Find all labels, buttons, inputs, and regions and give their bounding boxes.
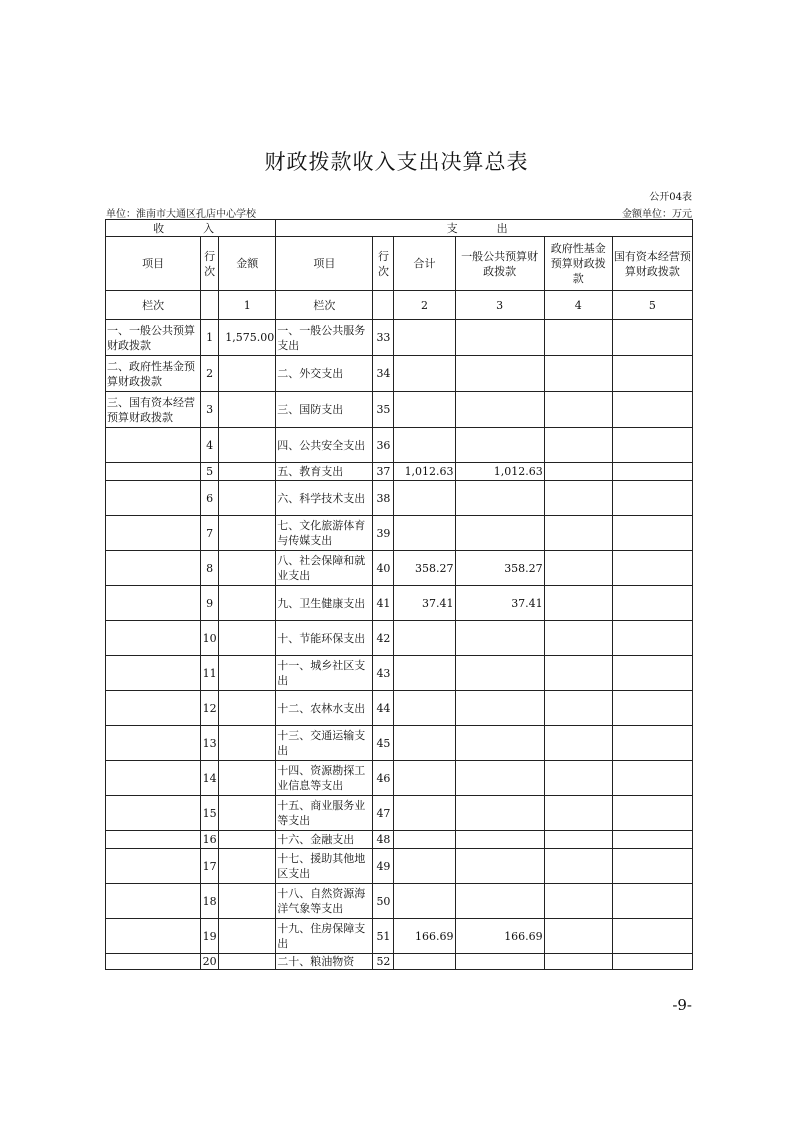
expense-item-cell: 十四、资源勘探工业信息等支出 xyxy=(276,761,373,796)
total-cell xyxy=(394,831,455,849)
general-budget-cell xyxy=(455,621,544,656)
state-capital-cell xyxy=(612,516,692,551)
income-item-cell xyxy=(106,919,201,954)
income-line-cell: 15 xyxy=(201,796,219,831)
general-budget-cell xyxy=(455,392,544,428)
state-capital-cell xyxy=(612,656,692,691)
column-number-row xyxy=(106,291,693,320)
general-budget-cell xyxy=(455,796,544,831)
col-header-line2: 行次 xyxy=(373,237,394,291)
total-cell: 166.69 xyxy=(394,919,455,954)
general-budget-cell: 37.41 xyxy=(455,586,544,621)
table-row xyxy=(106,761,693,796)
total-cell xyxy=(394,726,455,761)
income-item-cell xyxy=(106,954,201,970)
expense-item-cell: 三、国防支出 xyxy=(276,392,373,428)
table-row xyxy=(106,831,693,849)
expense-item-cell: 十、节能环保支出 xyxy=(276,621,373,656)
expense-line-cell: 37 xyxy=(373,463,394,481)
fund-budget-cell xyxy=(544,831,612,849)
col-header-fund: 政府性基金预算财政拨款 xyxy=(544,237,612,291)
state-capital-cell xyxy=(612,691,692,726)
expense-item-cell: 九、卫生健康支出 xyxy=(276,586,373,621)
income-item-cell xyxy=(106,551,201,586)
fund-budget-cell xyxy=(544,356,612,392)
total-cell xyxy=(394,884,455,919)
income-line-cell: 20 xyxy=(201,954,219,970)
income-line-cell: 6 xyxy=(201,481,219,516)
expense-item-cell: 十九、住房保障支出 xyxy=(276,919,373,954)
income-line-cell: 4 xyxy=(201,428,219,463)
table-row xyxy=(106,726,693,761)
total-cell xyxy=(394,621,455,656)
income-amount-cell xyxy=(219,761,276,796)
table-row xyxy=(106,320,693,356)
table-row xyxy=(106,516,693,551)
table-row xyxy=(106,796,693,831)
general-budget-cell xyxy=(455,884,544,919)
total-cell xyxy=(394,849,455,884)
expense-item-cell: 二十、粮油物资 xyxy=(276,954,373,970)
general-budget-cell xyxy=(455,849,544,884)
state-capital-cell xyxy=(612,884,692,919)
total-cell xyxy=(394,320,455,356)
income-amount-cell xyxy=(219,691,276,726)
fund-budget-cell xyxy=(544,796,612,831)
expense-line-cell: 43 xyxy=(373,656,394,691)
income-item-cell xyxy=(106,656,201,691)
total-cell: 37.41 xyxy=(394,586,455,621)
income-item-cell xyxy=(106,586,201,621)
income-line-cell: 7 xyxy=(201,516,219,551)
general-budget-cell: 166.69 xyxy=(455,919,544,954)
income-line-cell: 12 xyxy=(201,691,219,726)
fund-budget-cell xyxy=(544,691,612,726)
income-item-cell xyxy=(106,516,201,551)
expense-item-cell: 六、科学技术支出 xyxy=(276,481,373,516)
income-item-cell xyxy=(106,691,201,726)
table-row xyxy=(106,919,693,954)
fund-budget-cell xyxy=(544,954,612,970)
total-cell: 358.27 xyxy=(394,551,455,586)
state-capital-cell xyxy=(612,586,692,621)
form-number: 公开04表 xyxy=(649,192,692,203)
income-line-cell: 9 xyxy=(201,586,219,621)
fund-budget-cell xyxy=(544,551,612,586)
income-item-cell xyxy=(106,849,201,884)
total-cell xyxy=(394,691,455,726)
income-line-cell: 18 xyxy=(201,884,219,919)
total-cell xyxy=(394,428,455,463)
general-budget-cell xyxy=(455,516,544,551)
state-capital-cell xyxy=(612,726,692,761)
expense-line-cell: 39 xyxy=(373,516,394,551)
income-item-cell xyxy=(106,481,201,516)
total-cell xyxy=(394,796,455,831)
income-item-cell xyxy=(106,884,201,919)
income-amount-cell xyxy=(219,849,276,884)
fund-budget-cell xyxy=(544,481,612,516)
expense-item-cell: 七、文化旅游体育与传媒支出 xyxy=(276,516,373,551)
table-row xyxy=(106,656,693,691)
fund-budget-cell xyxy=(544,320,612,356)
expense-line-cell: 48 xyxy=(373,831,394,849)
income-amount-cell xyxy=(219,428,276,463)
income-amount-cell xyxy=(219,919,276,954)
reporting-unit: 单位：淮南市大通区孔店中心学校 xyxy=(106,209,256,220)
table-row xyxy=(106,954,693,970)
state-capital-cell xyxy=(612,356,692,392)
general-budget-cell xyxy=(455,356,544,392)
income-line-cell: 2 xyxy=(201,356,219,392)
expense-line-cell: 50 xyxy=(373,884,394,919)
total-cell xyxy=(394,516,455,551)
fund-budget-cell xyxy=(544,884,612,919)
expense-item-cell: 十一、城乡社区支出 xyxy=(276,656,373,691)
col-label: 栏次 xyxy=(106,291,201,320)
income-amount-cell xyxy=(219,463,276,481)
expense-line-cell: 40 xyxy=(373,551,394,586)
expense-line-cell: 51 xyxy=(373,919,394,954)
income-item-cell xyxy=(106,796,201,831)
general-budget-cell: 1,012.63 xyxy=(455,463,544,481)
col-number-2: 2 xyxy=(394,291,455,320)
table-row xyxy=(106,551,693,586)
state-capital-cell xyxy=(612,463,692,481)
general-budget-cell xyxy=(455,656,544,691)
expense-line-cell: 42 xyxy=(373,621,394,656)
table-row xyxy=(106,586,693,621)
income-amount-cell xyxy=(219,726,276,761)
expense-item-cell: 十六、金融支出 xyxy=(276,831,373,849)
expense-line-cell: 52 xyxy=(373,954,394,970)
table-row xyxy=(106,691,693,726)
expense-line-cell: 36 xyxy=(373,428,394,463)
income-amount-cell xyxy=(219,796,276,831)
general-budget-cell xyxy=(455,761,544,796)
income-line-cell: 13 xyxy=(201,726,219,761)
income-amount-cell: 1,575.00 xyxy=(219,320,276,356)
income-amount-cell xyxy=(219,621,276,656)
income-line-cell: 17 xyxy=(201,849,219,884)
expense-line-cell: 38 xyxy=(373,481,394,516)
state-capital-cell xyxy=(612,481,692,516)
income-item-cell: 一、一般公共预算财政拨款 xyxy=(106,320,201,356)
income-amount-cell xyxy=(219,656,276,691)
income-item-cell xyxy=(106,621,201,656)
expense-line-cell: 34 xyxy=(373,356,394,392)
budget-table xyxy=(105,219,693,970)
income-line-cell: 11 xyxy=(201,656,219,691)
page-number: -9- xyxy=(672,996,692,1014)
income-item-cell: 三、国有资本经营预算财政拨款 xyxy=(106,392,201,428)
table-row xyxy=(106,849,693,884)
income-amount-cell xyxy=(219,831,276,849)
total-cell: 1,012.63 xyxy=(394,463,455,481)
income-amount-cell xyxy=(219,356,276,392)
total-cell xyxy=(394,392,455,428)
col-blank-2 xyxy=(373,291,394,320)
expense-line-cell: 35 xyxy=(373,392,394,428)
income-line-cell: 14 xyxy=(201,761,219,796)
income-amount-cell xyxy=(219,481,276,516)
col-header-item2: 项目 xyxy=(276,237,373,291)
general-budget-cell xyxy=(455,320,544,356)
fund-budget-cell xyxy=(544,586,612,621)
expense-item-cell: 十三、交通运输支出 xyxy=(276,726,373,761)
expense-item-cell: 四、公共安全支出 xyxy=(276,428,373,463)
state-capital-cell xyxy=(612,621,692,656)
general-budget-cell xyxy=(455,428,544,463)
fund-budget-cell xyxy=(544,761,612,796)
expense-line-cell: 46 xyxy=(373,761,394,796)
income-item-cell xyxy=(106,463,201,481)
fund-budget-cell xyxy=(544,463,612,481)
expense-line-cell: 45 xyxy=(373,726,394,761)
table-row xyxy=(106,621,693,656)
expense-item-cell: 一、一般公共服务支出 xyxy=(276,320,373,356)
expense-line-cell: 33 xyxy=(373,320,394,356)
income-amount-cell xyxy=(219,551,276,586)
income-line-cell: 1 xyxy=(201,320,219,356)
col-number-4: 4 xyxy=(544,291,612,320)
col-header-line: 行次 xyxy=(201,237,219,291)
col-header-total: 合计 xyxy=(394,237,455,291)
income-amount-cell xyxy=(219,954,276,970)
expense-line-cell: 41 xyxy=(373,586,394,621)
state-capital-cell xyxy=(612,849,692,884)
income-section-header: 收 入 xyxy=(106,220,276,237)
state-capital-cell xyxy=(612,954,692,970)
expense-item-cell: 二、外交支出 xyxy=(276,356,373,392)
income-amount-cell xyxy=(219,392,276,428)
table-row xyxy=(106,884,693,919)
expense-item-cell: 五、教育支出 xyxy=(276,463,373,481)
income-line-cell: 5 xyxy=(201,463,219,481)
income-amount-cell xyxy=(219,884,276,919)
income-line-cell: 3 xyxy=(201,392,219,428)
state-capital-cell xyxy=(612,796,692,831)
col-label-2: 栏次 xyxy=(276,291,373,320)
col-header-item: 项目 xyxy=(106,237,201,291)
general-budget-cell xyxy=(455,726,544,761)
fund-budget-cell xyxy=(544,392,612,428)
column-header-row xyxy=(106,237,693,291)
state-capital-cell xyxy=(612,551,692,586)
money-unit: 金额单位：万元 xyxy=(622,209,692,220)
general-budget-cell xyxy=(455,691,544,726)
income-line-cell: 8 xyxy=(201,551,219,586)
state-capital-cell xyxy=(612,428,692,463)
col-number-5: 5 xyxy=(612,291,692,320)
total-cell xyxy=(394,761,455,796)
fund-budget-cell xyxy=(544,621,612,656)
income-amount-cell xyxy=(219,586,276,621)
income-line-cell: 16 xyxy=(201,831,219,849)
section-header-row xyxy=(106,220,693,237)
expense-section-header: 支 出 xyxy=(276,220,693,237)
general-budget-cell: 358.27 xyxy=(455,551,544,586)
fund-budget-cell xyxy=(544,516,612,551)
expense-item-cell: 十五、商业服务业等支出 xyxy=(276,796,373,831)
table-row xyxy=(106,463,693,481)
expense-item-cell: 十七、援助其他地区支出 xyxy=(276,849,373,884)
expense-line-cell: 49 xyxy=(373,849,394,884)
col-header-general: 一般公共预算财政拨款 xyxy=(455,237,544,291)
expense-item-cell: 十二、农林水支出 xyxy=(276,691,373,726)
income-item-cell: 二、政府性基金预算财政拨款 xyxy=(106,356,201,392)
fund-budget-cell xyxy=(544,919,612,954)
income-line-cell: 19 xyxy=(201,919,219,954)
state-capital-cell xyxy=(612,392,692,428)
income-item-cell xyxy=(106,761,201,796)
state-capital-cell xyxy=(612,320,692,356)
income-line-cell: 10 xyxy=(201,621,219,656)
fund-budget-cell xyxy=(544,726,612,761)
col-number-3: 3 xyxy=(455,291,544,320)
col-header-state: 国有资本经营预算财政拨款 xyxy=(612,237,692,291)
total-cell xyxy=(394,481,455,516)
fund-budget-cell xyxy=(544,849,612,884)
general-budget-cell xyxy=(455,831,544,849)
fund-budget-cell xyxy=(544,428,612,463)
general-budget-cell xyxy=(455,481,544,516)
income-item-cell xyxy=(106,831,201,849)
total-cell xyxy=(394,656,455,691)
state-capital-cell xyxy=(612,919,692,954)
col-blank xyxy=(201,291,219,320)
expense-item-cell: 十八、自然资源海洋气象等支出 xyxy=(276,884,373,919)
col-header-amount: 金额 xyxy=(219,237,276,291)
fund-budget-cell xyxy=(544,656,612,691)
income-item-cell xyxy=(106,428,201,463)
general-budget-cell xyxy=(455,954,544,970)
expense-item-cell: 八、社会保障和就业支出 xyxy=(276,551,373,586)
state-capital-cell xyxy=(612,831,692,849)
state-capital-cell xyxy=(612,761,692,796)
expense-line-cell: 47 xyxy=(373,796,394,831)
table-row xyxy=(106,481,693,516)
total-cell xyxy=(394,356,455,392)
income-amount-cell xyxy=(219,516,276,551)
expense-line-cell: 44 xyxy=(373,691,394,726)
table-row xyxy=(106,356,693,392)
total-cell xyxy=(394,954,455,970)
table-row xyxy=(106,428,693,463)
income-item-cell xyxy=(106,726,201,761)
col-number-1: 1 xyxy=(219,291,276,320)
table-row xyxy=(106,392,693,428)
page-title: 财政拨款收入支出决算总表 xyxy=(264,150,529,174)
